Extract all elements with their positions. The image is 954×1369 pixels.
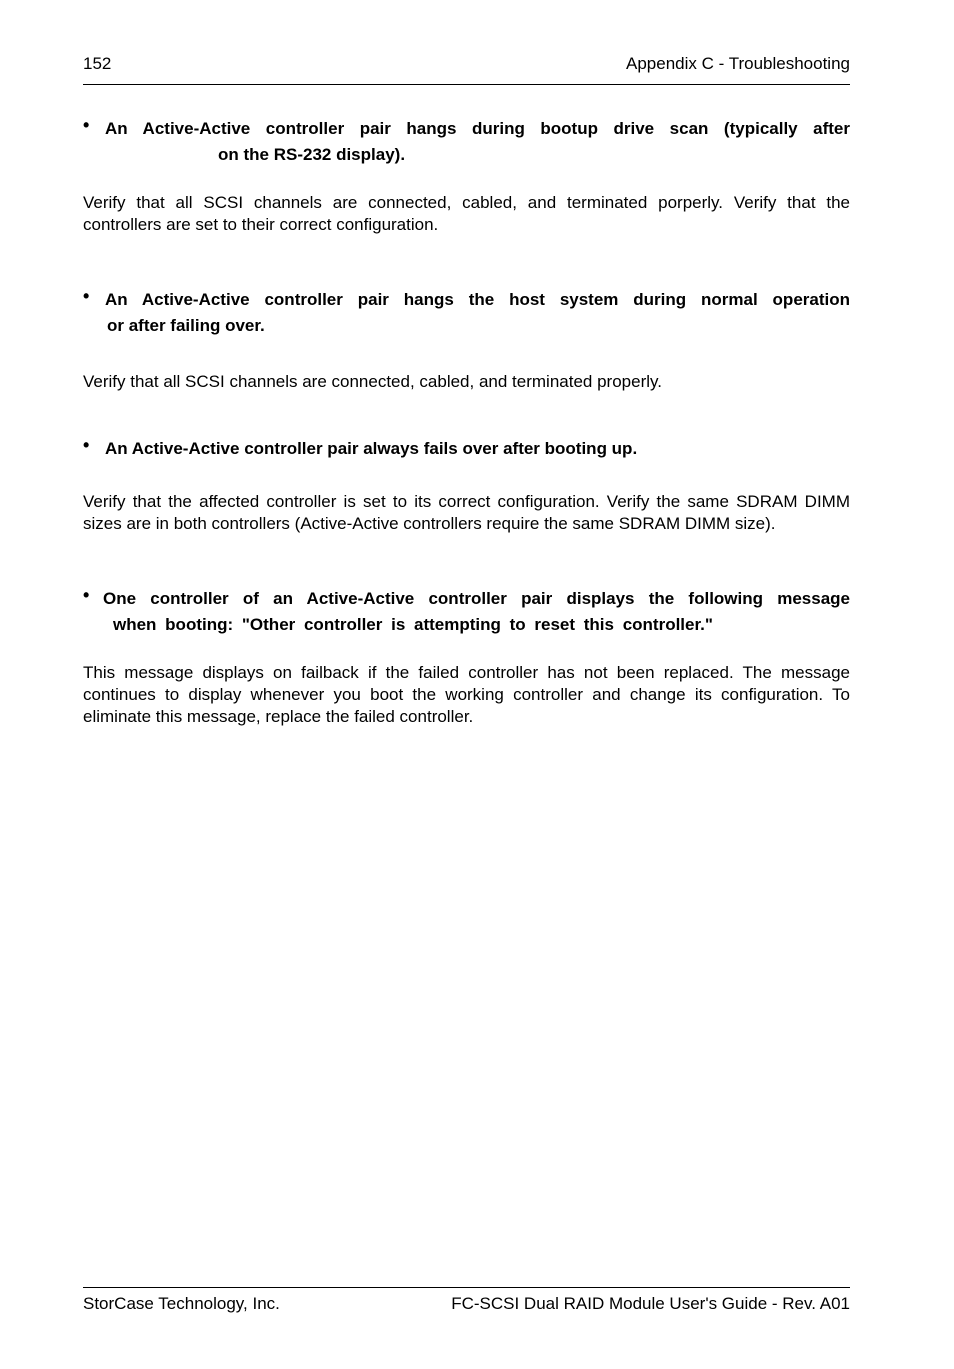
header-divider [83,84,850,85]
bullet-icon: • [83,435,90,455]
issue-answer-3: Verify that the affected controller is set to its correct configuration. Verify the same SDRAM DIMM sizes are in both controllers (Active-Active controllers require the same SDRAM DIMM size). [83,492,850,533]
issue-heading-line: on the RS-232 display). [218,144,406,164]
issue-heading-line: An Active-Active controller pair hangs during bootup drive scan (typically after [105,119,850,138]
company-name: StorCase Technology, Inc. [83,1294,280,1313]
issue-answer-2: Verify that all SCSI channels are connected, cabled, and terminated properly. [83,372,662,391]
issue-heading-3 [83,436,850,462]
issue-heading-4 [83,586,850,637]
bullet-icon: • [83,286,90,306]
issue-heading-line: or after failing over. [107,315,265,335]
page-header [83,54,850,76]
issue-heading-2 [83,287,850,338]
bullet-icon: • [83,115,90,135]
issue-heading-line: An Active-Active controller pair hangs the host system during normal operation [105,290,850,309]
page-footer [83,1294,850,1316]
issue-answer-4: This message displays on failback if the failed controller has not been replaced. The message continues to display whenever you boot the working controller and change its configuration. To eliminate this message, replace the failed controller. [83,663,850,726]
issue-answer-1: Verify that all SCSI channels are connected, cabled, and terminated porperly. Verify that the controllers are set to their correct configuration. [83,193,850,234]
page-number: 152 [83,54,112,73]
issue-heading-line: when booting: "Other controller is attempting to reset this controller." [113,614,713,634]
section-title: Appendix C - Troubleshooting [626,54,850,73]
issue-heading-1 [83,116,850,167]
footer-divider [83,1287,850,1288]
bullet-icon: • [83,585,90,605]
guide-title: FC-SCSI Dual RAID Module User's Guide - Rev. A01 [451,1294,850,1313]
issue-heading-line: One controller of an Active-Active controller pair displays the following message [103,589,850,608]
issue-heading-line: An Active-Active controller pair always fails over after booting up. [105,439,638,458]
